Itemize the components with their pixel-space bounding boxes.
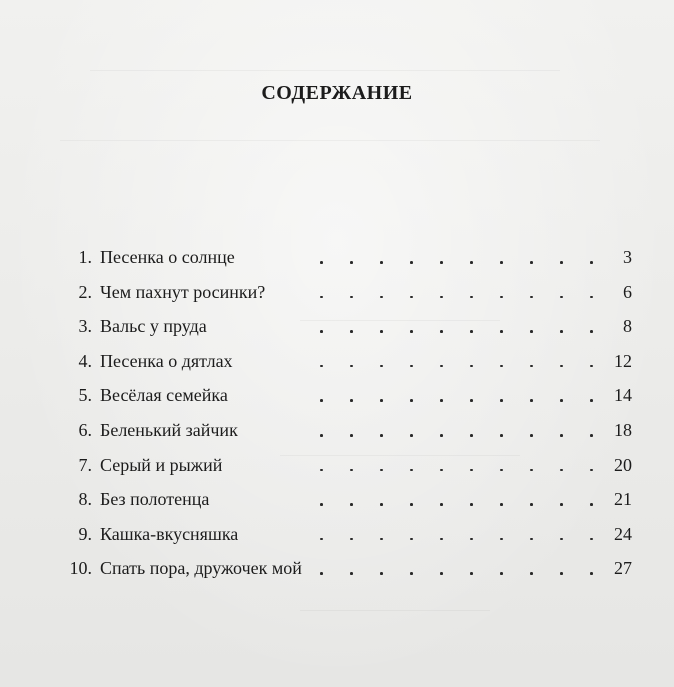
leader-dot	[500, 296, 503, 299]
leader-dot	[500, 538, 503, 541]
entry-number: 3.	[78, 316, 92, 337]
leader-dot	[590, 469, 593, 472]
leader-dot	[590, 365, 593, 368]
toc-entry	[62, 378, 640, 413]
leader-dot	[590, 296, 593, 299]
dot-leader	[312, 448, 607, 483]
entry-number: 1.	[78, 247, 92, 267]
dot-leader	[312, 240, 607, 275]
leader-dot	[500, 365, 503, 368]
leader-dot	[530, 503, 533, 506]
leader-dot	[470, 296, 473, 299]
leader-dot	[530, 469, 533, 472]
leader-dot	[320, 469, 323, 472]
leader-dot	[350, 503, 353, 506]
leader-dot	[440, 503, 443, 506]
entry-number: 2.	[78, 281, 92, 302]
entry-title: Песенка о дятлах	[100, 350, 233, 371]
show-through-line	[60, 140, 600, 141]
table-of-contents	[62, 240, 640, 586]
leader-dot	[410, 261, 413, 264]
leader-dot	[350, 330, 353, 333]
entry-page-number: 12	[614, 350, 632, 371]
entry-page-number: 3	[623, 247, 632, 267]
leader-dot	[530, 365, 533, 368]
dot-leader	[312, 517, 607, 552]
leader-dot	[410, 572, 413, 575]
leader-dot	[560, 503, 563, 506]
leader-dot	[440, 330, 443, 333]
leader-dot	[470, 365, 473, 368]
leader-dot	[590, 330, 593, 333]
leader-dot	[560, 434, 563, 437]
leader-dot	[380, 296, 383, 299]
leader-dot	[320, 330, 323, 333]
leader-dot	[410, 503, 413, 506]
leader-dot	[500, 503, 503, 506]
leader-dot	[590, 503, 593, 506]
leader-dot	[440, 399, 443, 402]
show-through-line	[90, 70, 560, 71]
entry-title: Вальс у пруда	[100, 316, 207, 337]
leader-dot	[410, 399, 413, 402]
entry-title: Кашка-вкусняшка	[100, 523, 239, 544]
leader-dot	[410, 365, 413, 368]
toc-entry	[62, 551, 640, 586]
leader-dot	[410, 330, 413, 333]
leader-dot	[320, 572, 323, 575]
leader-dot	[500, 572, 503, 575]
leader-dot	[590, 434, 593, 437]
toc-entry	[62, 344, 640, 379]
leader-dot	[320, 261, 323, 264]
leader-dot	[530, 330, 533, 333]
leader-dot	[380, 365, 383, 368]
leader-dot	[590, 261, 593, 264]
leader-dot	[470, 434, 473, 437]
leader-dot	[530, 434, 533, 437]
entry-title: Без полотенца	[100, 489, 210, 510]
leader-dot	[350, 572, 353, 575]
leader-dot	[530, 538, 533, 541]
entry-title: Весёлая семейка	[100, 385, 228, 406]
toc-entry	[62, 517, 640, 552]
entry-title: Серый и рыжий	[100, 454, 223, 475]
leader-dot	[440, 296, 443, 299]
toc-entry	[62, 482, 640, 517]
toc-entry	[62, 413, 640, 448]
leader-dot	[440, 538, 443, 541]
dot-leader	[312, 482, 607, 517]
entry-number: 9.	[78, 523, 92, 544]
entry-page-number: 14	[614, 385, 632, 406]
leader-dot	[320, 538, 323, 541]
leader-dot	[380, 469, 383, 472]
leader-dot	[320, 365, 323, 368]
entry-number: 8.	[78, 489, 92, 510]
entry-page-number: 8	[623, 316, 632, 337]
entry-title: Песенка о солнце	[100, 247, 235, 267]
entry-page-number: 24	[614, 523, 632, 544]
leader-dot	[380, 572, 383, 575]
leader-dot	[380, 261, 383, 264]
leader-dot	[350, 365, 353, 368]
leader-dot	[590, 572, 593, 575]
leader-dot	[530, 572, 533, 575]
leader-dot	[470, 572, 473, 575]
leader-dot	[320, 503, 323, 506]
leader-dot	[500, 469, 503, 472]
leader-dot	[350, 399, 353, 402]
leader-dot	[560, 296, 563, 299]
leader-dot	[350, 261, 353, 264]
leader-dot	[590, 538, 593, 541]
entry-number: 6.	[78, 419, 92, 440]
leader-dot	[470, 538, 473, 541]
entry-number: 5.	[78, 385, 92, 406]
leader-dot	[320, 399, 323, 402]
leader-dot	[560, 261, 563, 264]
page-title: СОДЕРЖАНИЕ	[261, 82, 413, 104]
leader-dot	[470, 503, 473, 506]
leader-dot	[440, 434, 443, 437]
leader-dot	[320, 296, 323, 299]
leader-dot	[410, 296, 413, 299]
entry-number: 10.	[69, 558, 92, 579]
leader-dot	[530, 261, 533, 264]
entry-title: Беленький зайчик	[100, 419, 238, 440]
leader-dot	[350, 538, 353, 541]
dot-leader	[312, 344, 607, 379]
leader-dot	[440, 365, 443, 368]
leader-dot	[410, 538, 413, 541]
leader-dot	[500, 261, 503, 264]
leader-dot	[350, 434, 353, 437]
leader-dot	[440, 261, 443, 264]
leader-dot	[470, 399, 473, 402]
leader-dot	[500, 330, 503, 333]
leader-dot	[560, 469, 563, 472]
entry-page-number: 27	[614, 558, 632, 579]
leader-dot	[470, 261, 473, 264]
entry-number: 7.	[78, 454, 92, 475]
toc-entry	[62, 275, 640, 310]
leader-dot	[500, 399, 503, 402]
dot-leader	[312, 551, 607, 586]
leader-dot	[560, 330, 563, 333]
leader-dot	[590, 399, 593, 402]
toc-entry	[62, 240, 640, 275]
leader-dot	[380, 399, 383, 402]
show-through-line	[300, 610, 490, 611]
dot-leader	[312, 309, 607, 344]
leader-dot	[380, 503, 383, 506]
leader-dot	[320, 434, 323, 437]
dot-leader	[312, 413, 607, 448]
leader-dot	[560, 399, 563, 402]
leader-dot	[440, 572, 443, 575]
leader-dot	[440, 469, 443, 472]
leader-dot	[410, 434, 413, 437]
leader-dot	[350, 296, 353, 299]
leader-dot	[500, 434, 503, 437]
entry-page-number: 21	[614, 489, 632, 510]
leader-dot	[380, 434, 383, 437]
leader-dot	[380, 538, 383, 541]
dot-leader	[312, 275, 607, 310]
entry-page-number: 6	[623, 281, 632, 302]
leader-dot	[560, 572, 563, 575]
toc-entry	[62, 309, 640, 344]
entry-page-number: 20	[614, 454, 632, 475]
entry-page-number: 18	[614, 419, 632, 440]
leader-dot	[530, 399, 533, 402]
entry-number: 4.	[78, 350, 92, 371]
toc-entry	[62, 448, 640, 483]
entry-title: Спать пора, дружочек мой	[100, 558, 302, 579]
leader-dot	[470, 330, 473, 333]
leader-dot	[560, 365, 563, 368]
leader-dot	[380, 330, 383, 333]
leader-dot	[350, 469, 353, 472]
leader-dot	[470, 469, 473, 472]
dot-leader	[312, 378, 607, 413]
leader-dot	[410, 469, 413, 472]
leader-dot	[530, 296, 533, 299]
entry-title: Чем пахнут росинки?	[100, 281, 266, 302]
leader-dot	[560, 538, 563, 541]
